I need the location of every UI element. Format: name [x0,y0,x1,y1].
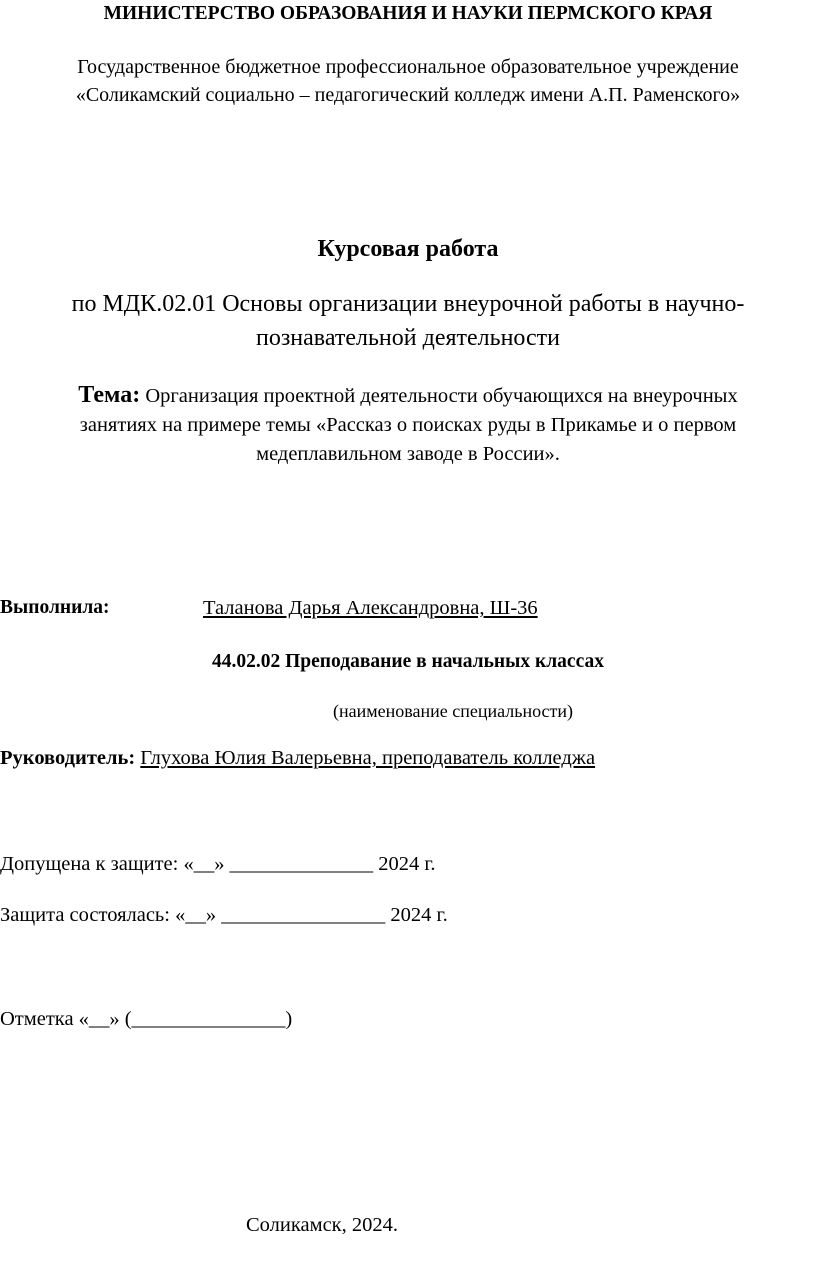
supervisor-value: Глухова Юлия Валерьевна, преподаватель колледжа [140,747,596,769]
performer-label: Выполнила: [0,597,110,618]
mark-end: ) [285,1008,293,1030]
defended-day-blank: __ [185,904,206,926]
theme-text-1: Организация проектной деятельности обучающихся на внеурочных [140,385,738,407]
admitted-month-blank: ______________ [229,853,374,875]
discipline-line-2: познавательной деятельности [255,325,560,351]
defended-label: Защита состоялась: « [0,904,186,926]
mark-mid: » ( [109,1008,132,1030]
theme-line-1 [0,382,816,409]
specialty-caption: (наименование специальности) [332,701,574,721]
work-type-title: Курсовая работа [317,236,499,262]
institution-line-2: «Соликамский социально – педагогический колледж имени А.П. Раменского» [75,84,741,106]
admitted-year: 2024 г. [373,853,436,875]
performer-name: Таланова Дарья Александровна, Ш-36 [203,597,538,619]
specialty-value: 44.02.02 Преподавание в начальных классах [212,651,604,672]
defended-year: 2024 г. [385,904,448,926]
admitted-label: Допущена к защите: « [0,853,194,875]
mark-label: Отметка « [0,1008,89,1030]
city-year: Соликамск, 2024. [246,1214,399,1236]
supervisor-label: Руководитель: [0,747,136,769]
ministry-heading: МИНИСТЕРСТВО ОБРАЗОВАНИЯ И НАУКИ ПЕРМСКОГО КРАЯ [103,3,713,24]
admitted-mid: » [214,853,230,875]
supervisor-line [0,747,595,770]
mark-word-blank: _______________ [131,1008,286,1030]
mark-line [0,1008,292,1031]
mark-blank: __ [88,1008,110,1030]
institution-line-1: Государственное бюджетное профессиональное образовательное учреждение [77,56,739,78]
theme-label: Тема: [78,382,141,408]
theme-line-3: медеплавильном заводе в России». [256,443,560,465]
discipline-line-1: по МДК.02.01 Основы организации внеурочной работы в научно- [71,291,745,317]
admitted-line [0,853,436,876]
defended-month-blank: ________________ [221,904,386,926]
defended-mid: » [205,904,222,926]
theme-line-2: занятиях на примере темы «Рассказ о поисках руды в Прикамье и о первом [79,414,737,436]
admitted-day-blank: __ [193,853,215,875]
defended-line [0,904,448,927]
